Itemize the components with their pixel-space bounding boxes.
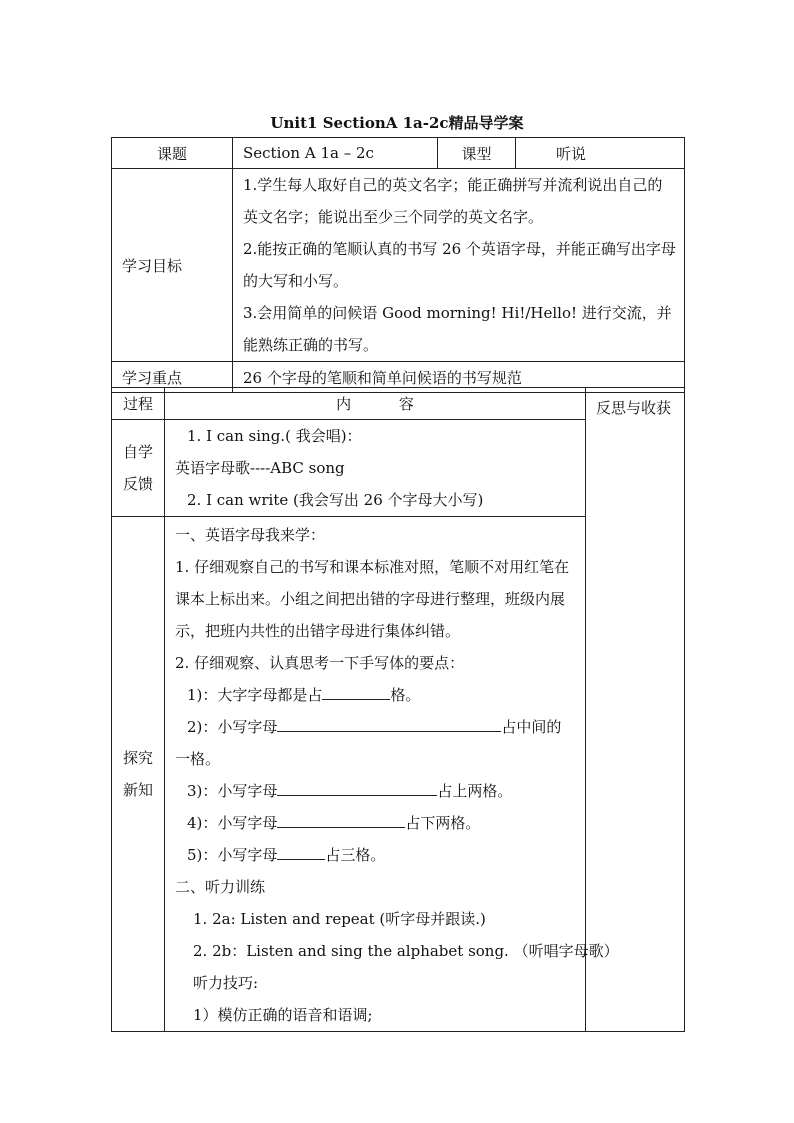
objective-item: 2.能按正确的笔顺认真的书写 26 个英语字母，并能正确写出字母的大写和小写。 bbox=[243, 240, 676, 290]
objective-item: 1.学生每人取好自己的英文名字；能正确拼写并流利说出自己的英文名字；能说出至少三个同学的英文名字。 bbox=[243, 176, 663, 226]
focus-value: 26 个字母的笔顺和简单问候语的书写规范 bbox=[233, 362, 685, 393]
question-2-cont: 一格。 bbox=[175, 750, 221, 768]
self-study-content bbox=[165, 420, 586, 517]
listening-item: 1. 2a: Listen and repeat (听字母并跟读.) bbox=[193, 910, 486, 928]
topic-value: Section A 1a – 2c bbox=[233, 138, 438, 169]
process-header: 过程 bbox=[112, 388, 165, 420]
question-1: 1)：大字字母都是占 格。 bbox=[175, 679, 577, 711]
topic-label: 课题 bbox=[112, 138, 233, 169]
self-study-label: 自学 反馈 bbox=[112, 420, 165, 517]
content-header: 内 容 bbox=[165, 388, 586, 420]
self-study-line: 1. I can sing.( 我会唱)： bbox=[187, 427, 362, 445]
question-5: 5)：小写字母 占三格。 bbox=[175, 839, 577, 871]
blank bbox=[277, 713, 501, 732]
blank bbox=[277, 841, 325, 860]
section-title: 二、听力训练 bbox=[175, 878, 266, 896]
type-value: 听说 bbox=[516, 138, 685, 169]
info-table bbox=[111, 137, 685, 393]
question-2: 2)：小写字母 占中间的 bbox=[175, 711, 577, 743]
reflection-header: 反思与收获 bbox=[586, 388, 685, 1032]
objectives-content bbox=[233, 169, 685, 362]
self-study-line: 英语字母歌----ABC song bbox=[175, 459, 345, 477]
question-3: 3)：小写字母 占上两格。 bbox=[175, 775, 577, 807]
question-4: 4)：小写字母 占下两格。 bbox=[175, 807, 577, 839]
listening-item: 2. 2b：Listen and sing the alphabet song. （听唱字母歌） bbox=[193, 942, 619, 960]
objectives-label: 学习目标 bbox=[112, 169, 233, 362]
explore-label: 探究 新知 bbox=[112, 517, 165, 1032]
listening-tip: 听力技巧: bbox=[193, 974, 259, 992]
section-title: 一、英语字母我来学： bbox=[175, 526, 326, 544]
listening-tip: 1）模仿正确的语音和语调; bbox=[193, 1006, 373, 1024]
document-title: Unit1 SectionA 1a-2c精品导学案 bbox=[270, 114, 524, 132]
explore-content bbox=[165, 517, 619, 1032]
focus-label: 学习重点 bbox=[112, 362, 233, 393]
blank bbox=[277, 809, 405, 828]
self-study-line: 2. I can write (我会写出 26 个字母大小写) bbox=[187, 491, 484, 509]
paragraph: 1. 仔细观察自己的书写和课本标准对照，笔顺不对用红笔在课本上标出来。小组之间把出错的字母进行整理，班级内展示，把班内共性的出错字母进行集体纠错。 bbox=[175, 558, 570, 640]
paragraph: 2. 仔细观察、认真思考一下手写体的要点： bbox=[175, 654, 465, 672]
type-label: 课型 bbox=[438, 138, 516, 169]
objective-item: 3.会用简单的问候语 Good morning! Hi!/Hello! 进行交流，并能熟练正确的书写。 bbox=[243, 304, 672, 354]
blank bbox=[277, 777, 437, 796]
process-table bbox=[111, 387, 685, 1032]
blank bbox=[322, 681, 390, 700]
